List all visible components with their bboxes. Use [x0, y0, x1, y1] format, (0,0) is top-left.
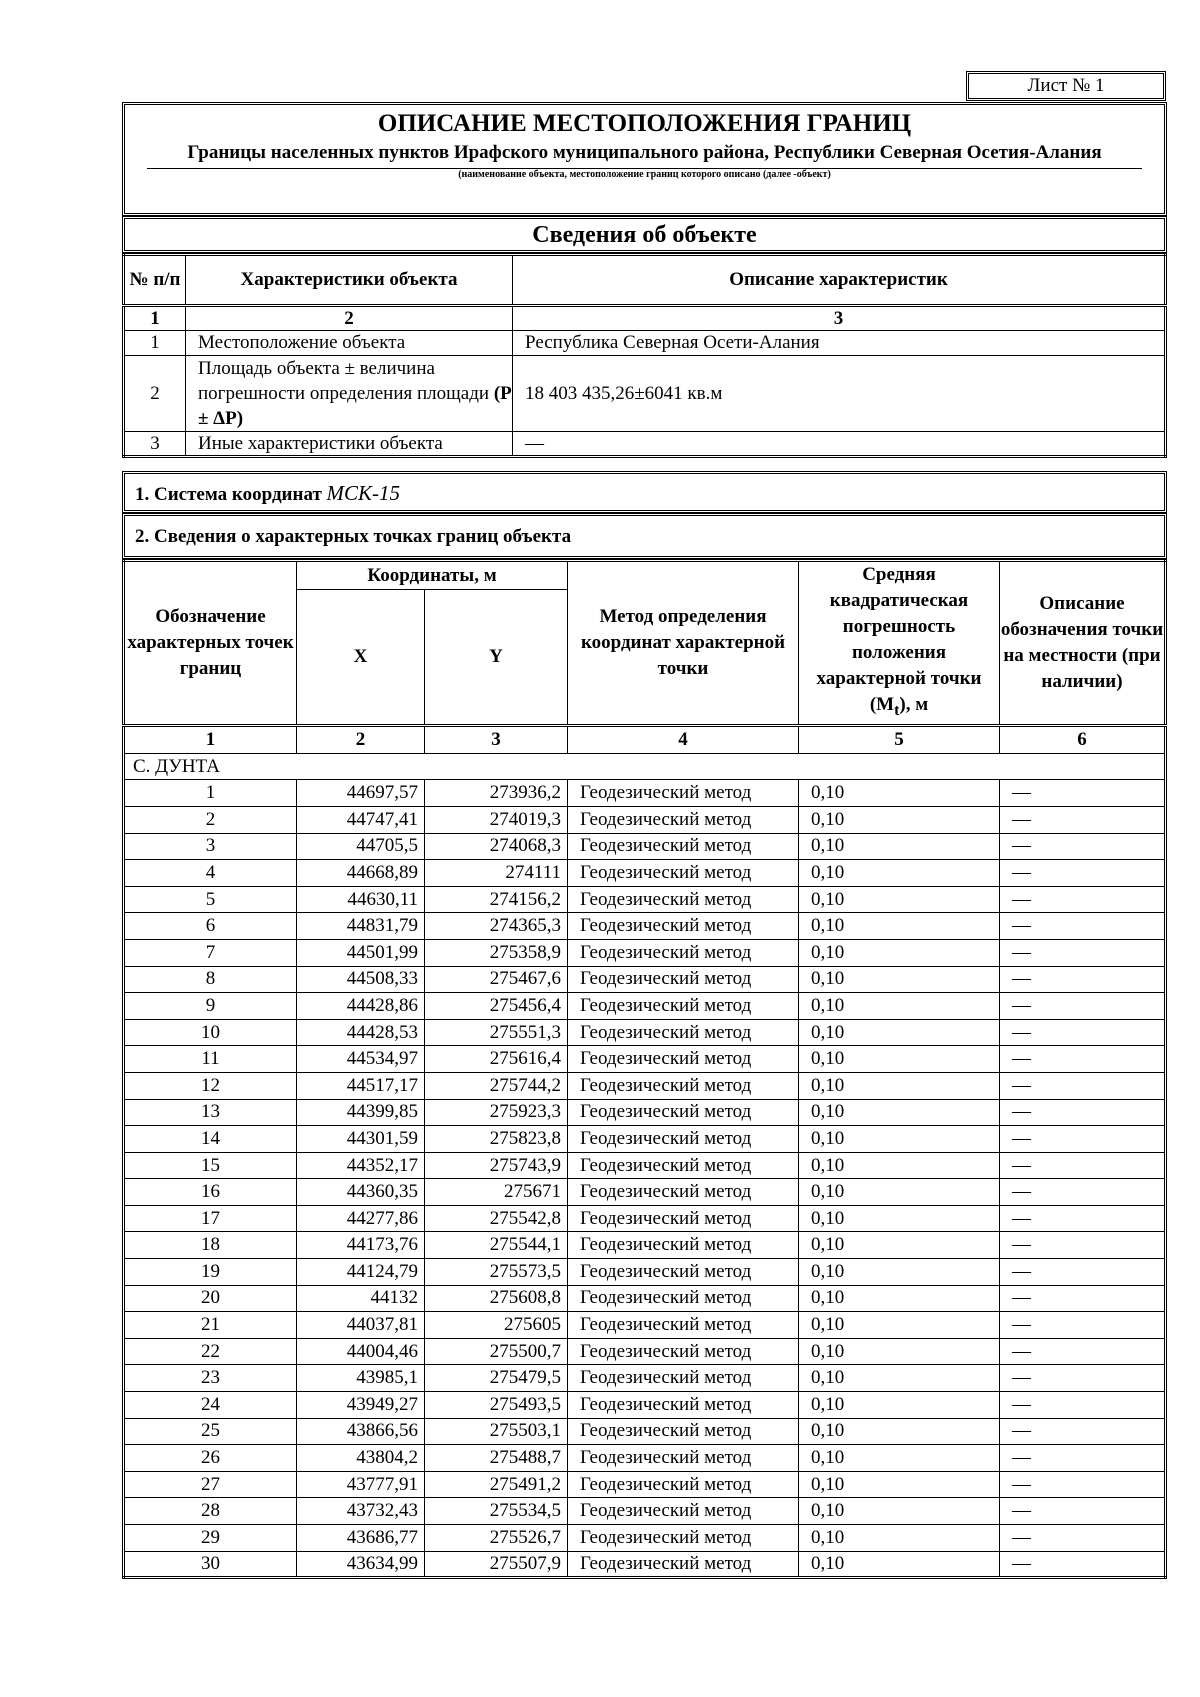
mean-error: 0,10 — [799, 1152, 1000, 1179]
characteristics-header-row — [124, 255, 1166, 306]
document-title: ОПИСАНИЕ МЕСТОПОЛОЖЕНИЯ ГРАНИЦ — [377, 110, 912, 137]
coord-y: 275500,7 — [425, 1338, 568, 1365]
table-row — [124, 331, 1166, 356]
coord-x: 43777,91 — [297, 1471, 425, 1498]
method: Геодезический метод — [568, 913, 799, 940]
point-description: — — [1000, 1445, 1166, 1472]
point-number: 8 — [124, 966, 297, 993]
header-point-designation: Обозначение характерных точек границ — [124, 561, 297, 726]
point-description: — — [1000, 1312, 1166, 1339]
coord-x: 44697,57 — [297, 780, 425, 807]
point-number: 21 — [124, 1312, 297, 1339]
method: Геодезический метод — [568, 993, 799, 1020]
coordinate-system-label: 1. Система координат — [135, 484, 322, 505]
table-row — [124, 860, 1166, 887]
method: Геодезический метод — [568, 1498, 799, 1525]
point-description: — — [1000, 1019, 1166, 1046]
point-number: 18 — [124, 1232, 297, 1259]
coord-y: 275456,4 — [425, 993, 568, 1020]
table-row — [124, 1205, 1166, 1232]
mean-error: 0,10 — [799, 1312, 1000, 1339]
table-row — [124, 432, 1166, 457]
coord-x: 44668,89 — [297, 860, 425, 887]
point-description: — — [1000, 1152, 1166, 1179]
mean-error: 0,10 — [799, 1338, 1000, 1365]
colnum: 6 — [1000, 725, 1166, 753]
table-row — [124, 1338, 1166, 1365]
method: Геодезический метод — [568, 1126, 799, 1153]
method: Геодезический метод — [568, 1099, 799, 1126]
table-row — [124, 1285, 1166, 1312]
coord-y: 275488,7 — [425, 1445, 568, 1472]
point-description: — — [1000, 913, 1166, 940]
error-unit: ), м — [899, 694, 929, 715]
boundary-points-table — [122, 559, 1167, 1579]
table-row — [124, 1019, 1166, 1046]
method: Геодезический метод — [568, 1259, 799, 1286]
mean-error: 0,10 — [799, 780, 1000, 807]
mean-error: 0,10 — [799, 966, 1000, 993]
coord-y: 275608,8 — [425, 1285, 568, 1312]
method: Геодезический метод — [568, 1418, 799, 1445]
point-number: 17 — [124, 1205, 297, 1232]
method: Геодезический метод — [568, 1365, 799, 1392]
points-section-heading: 2. Сведения о характерных точках границ объекта — [122, 513, 1167, 559]
coord-y: 274156,2 — [425, 886, 568, 913]
method: Геодезический метод — [568, 966, 799, 993]
table-row — [124, 806, 1166, 833]
point-description: — — [1000, 1205, 1166, 1232]
coord-y: 275744,2 — [425, 1072, 568, 1099]
table-row — [124, 356, 1166, 432]
mean-error: 0,10 — [799, 1525, 1000, 1552]
coord-y: 275493,5 — [425, 1392, 568, 1419]
coord-y: 275605 — [425, 1312, 568, 1339]
object-name-caption: (наименование объекта, местоположение границ которого описано (далее -объект) — [458, 169, 831, 180]
mean-error: 0,10 — [799, 1179, 1000, 1206]
method: Геодезический метод — [568, 1285, 799, 1312]
coord-x: 44428,53 — [297, 1019, 425, 1046]
coord-x: 44173,76 — [297, 1232, 425, 1259]
point-description: — — [1000, 1232, 1166, 1259]
mean-error: 0,10 — [799, 1418, 1000, 1445]
mean-error: 0,10 — [799, 806, 1000, 833]
coord-x: 44352,17 — [297, 1152, 425, 1179]
table-row — [124, 1099, 1166, 1126]
method: Геодезический метод — [568, 1445, 799, 1472]
coordinate-system-value: МСК-15 — [326, 481, 400, 505]
group-row — [124, 753, 1166, 780]
header-x: X — [297, 590, 425, 726]
point-description: — — [1000, 886, 1166, 913]
coord-y: 275479,5 — [425, 1365, 568, 1392]
coord-x: 43634,99 — [297, 1551, 425, 1578]
colnum: 2 — [297, 725, 425, 753]
point-description: — — [1000, 1046, 1166, 1073]
coord-y: 274068,3 — [425, 833, 568, 860]
coord-x: 44831,79 — [297, 913, 425, 940]
coordinate-system-bar — [122, 471, 1167, 513]
table-row — [124, 1392, 1166, 1419]
error-subscript: t — [894, 701, 900, 719]
header-number: № п/п — [124, 255, 186, 306]
point-number: 12 — [124, 1072, 297, 1099]
point-number: 4 — [124, 860, 297, 887]
coord-x: 43804,2 — [297, 1445, 425, 1472]
area-formula: (P ± ΔP) — [198, 383, 511, 429]
point-description: — — [1000, 1471, 1166, 1498]
point-number: 5 — [124, 886, 297, 913]
coord-y: 273936,2 — [425, 780, 568, 807]
coord-x: 44037,81 — [297, 1312, 425, 1339]
point-number: 14 — [124, 1126, 297, 1153]
colnum: 3 — [513, 306, 1166, 331]
table-row — [124, 1126, 1166, 1153]
table-row — [124, 780, 1166, 807]
coord-x: 44747,41 — [297, 806, 425, 833]
header-y: Y — [425, 590, 568, 726]
object-name: Границы населенных пунктов Ирафского муниципального района, Республики Северная Осетия-Алания — [187, 142, 1102, 163]
characteristics-colnum-row — [124, 306, 1166, 331]
mean-error: 0,10 — [799, 993, 1000, 1020]
coord-y: 275544,1 — [425, 1232, 568, 1259]
coord-x: 44360,35 — [297, 1179, 425, 1206]
point-rows — [124, 780, 1166, 1578]
point-description: — — [1000, 1259, 1166, 1286]
point-number: 15 — [124, 1152, 297, 1179]
point-description: — — [1000, 1365, 1166, 1392]
table-row — [124, 966, 1166, 993]
table-row — [124, 833, 1166, 860]
coord-x: 43686,77 — [297, 1525, 425, 1552]
point-number: 9 — [124, 993, 297, 1020]
point-description: — — [1000, 1392, 1166, 1419]
coord-y: 275542,8 — [425, 1205, 568, 1232]
point-description: — — [1000, 1498, 1166, 1525]
coord-x: 44004,46 — [297, 1338, 425, 1365]
row-number: 1 — [124, 331, 186, 356]
point-number: 25 — [124, 1418, 297, 1445]
mean-error: 0,10 — [799, 1365, 1000, 1392]
coord-y: 275503,1 — [425, 1418, 568, 1445]
points-colnum-row — [124, 725, 1166, 753]
error-label: Средняя квадратическая погрешность положения характерной точки (M — [816, 564, 982, 715]
mean-error: 0,10 — [799, 1498, 1000, 1525]
method: Геодезический метод — [568, 1019, 799, 1046]
coord-x: 44301,59 — [297, 1126, 425, 1153]
mean-error: 0,10 — [799, 1126, 1000, 1153]
table-row — [124, 1365, 1166, 1392]
header-point-description: Описание обозначения точки на местности (при наличии) — [1000, 561, 1166, 726]
table-row — [124, 1259, 1166, 1286]
point-description: — — [1000, 1126, 1166, 1153]
table-row — [124, 1418, 1166, 1445]
point-description: — — [1000, 1099, 1166, 1126]
table-row — [124, 1525, 1166, 1552]
point-description: — — [1000, 780, 1166, 807]
coord-y: 275467,6 — [425, 966, 568, 993]
method: Геодезический метод — [568, 1232, 799, 1259]
method: Геодезический метод — [568, 1072, 799, 1099]
method: Геодезический метод — [568, 1152, 799, 1179]
point-number: 13 — [124, 1099, 297, 1126]
coord-x: 44705,5 — [297, 833, 425, 860]
method: Геодезический метод — [568, 1392, 799, 1419]
coord-y: 275507,9 — [425, 1551, 568, 1578]
mean-error: 0,10 — [799, 1551, 1000, 1578]
table-row — [124, 1312, 1166, 1339]
method: Геодезический метод — [568, 860, 799, 887]
point-number: 7 — [124, 939, 297, 966]
characteristic-name: Местоположение объекта — [186, 331, 513, 356]
table-row — [124, 1072, 1166, 1099]
point-description: — — [1000, 1285, 1166, 1312]
point-number: 22 — [124, 1338, 297, 1365]
coord-y: 275671 — [425, 1179, 568, 1206]
header-characteristic: Характеристики объекта — [186, 255, 513, 306]
coord-y: 275358,9 — [425, 939, 568, 966]
coord-y: 275616,4 — [425, 1046, 568, 1073]
characteristic-value: 18 403 435,26±6041 кв.м — [513, 356, 1166, 432]
characteristic-value: — — [513, 432, 1166, 457]
point-description: — — [1000, 939, 1166, 966]
coord-x: 44399,85 — [297, 1099, 425, 1126]
table-row — [124, 1152, 1166, 1179]
mean-error: 0,10 — [799, 1205, 1000, 1232]
table-row — [124, 993, 1166, 1020]
mean-error: 0,10 — [799, 1392, 1000, 1419]
section-object-heading: Сведения об объекте — [122, 216, 1167, 253]
coord-y: 275534,5 — [425, 1498, 568, 1525]
table-row — [124, 913, 1166, 940]
characteristic-name — [186, 356, 513, 432]
colnum: 1 — [124, 725, 297, 753]
mean-error: 0,10 — [799, 913, 1000, 940]
coord-y: 275551,3 — [425, 1019, 568, 1046]
point-number: 16 — [124, 1179, 297, 1206]
colnum: 1 — [124, 306, 186, 331]
table-row — [124, 1551, 1166, 1578]
method: Геодезический метод — [568, 806, 799, 833]
mean-error: 0,10 — [799, 1232, 1000, 1259]
coord-x: 44534,97 — [297, 1046, 425, 1073]
characteristic-name: Иные характеристики объекта — [186, 432, 513, 457]
mean-error: 0,10 — [799, 1445, 1000, 1472]
method: Геодезический метод — [568, 1312, 799, 1339]
table-row — [124, 1445, 1166, 1472]
settlement-name: С. ДУНТА — [124, 753, 1166, 780]
table-row — [124, 1046, 1166, 1073]
mean-error: 0,10 — [799, 939, 1000, 966]
point-number: 19 — [124, 1259, 297, 1286]
method: Геодезический метод — [568, 1471, 799, 1498]
point-description: — — [1000, 806, 1166, 833]
coord-y: 275526,7 — [425, 1525, 568, 1552]
coord-y: 275923,3 — [425, 1099, 568, 1126]
row-number: 2 — [124, 356, 186, 432]
point-description: — — [1000, 1338, 1166, 1365]
coord-x: 44428,86 — [297, 993, 425, 1020]
mean-error: 0,10 — [799, 833, 1000, 860]
point-number: 6 — [124, 913, 297, 940]
coord-x: 44132 — [297, 1285, 425, 1312]
mean-error: 0,10 — [799, 1259, 1000, 1286]
method: Геодезический метод — [568, 1179, 799, 1206]
coord-y: 274365,3 — [425, 913, 568, 940]
table-row — [124, 1232, 1166, 1259]
point-description: — — [1000, 993, 1166, 1020]
characteristic-value: Республика Северная Осети-Алания — [513, 331, 1166, 356]
coord-y: 274019,3 — [425, 806, 568, 833]
coord-x: 43866,56 — [297, 1418, 425, 1445]
points-header-row — [124, 561, 1166, 590]
method: Геодезический метод — [568, 939, 799, 966]
method: Геодезический метод — [568, 1338, 799, 1365]
point-number: 10 — [124, 1019, 297, 1046]
coord-x: 43732,43 — [297, 1498, 425, 1525]
colnum: 4 — [568, 725, 799, 753]
point-description: — — [1000, 1551, 1166, 1578]
coord-x: 44508,33 — [297, 966, 425, 993]
mean-error: 0,10 — [799, 860, 1000, 887]
row-number: 3 — [124, 432, 186, 457]
document-title-block — [122, 102, 1167, 216]
colnum: 5 — [799, 725, 1000, 753]
method: Геодезический метод — [568, 1551, 799, 1578]
point-number: 3 — [124, 833, 297, 860]
point-description: — — [1000, 1072, 1166, 1099]
mean-error: 0,10 — [799, 1099, 1000, 1126]
point-number: 27 — [124, 1471, 297, 1498]
header-description: Описание характеристик — [513, 255, 1166, 306]
coord-y: 274111 — [425, 860, 568, 887]
point-description: — — [1000, 966, 1166, 993]
mean-error: 0,10 — [799, 1019, 1000, 1046]
point-number: 26 — [124, 1445, 297, 1472]
table-row — [124, 939, 1166, 966]
method: Геодезический метод — [568, 1205, 799, 1232]
colnum: 3 — [425, 725, 568, 753]
coord-y: 275573,5 — [425, 1259, 568, 1286]
point-description: — — [1000, 860, 1166, 887]
table-row — [124, 886, 1166, 913]
area-label: Площадь объекта ± величина погрешности определения площади — [198, 358, 490, 404]
point-number: 29 — [124, 1525, 297, 1552]
mean-error: 0,10 — [799, 1285, 1000, 1312]
coord-y: 275823,8 — [425, 1126, 568, 1153]
table-row — [124, 1471, 1166, 1498]
table-row — [124, 1179, 1166, 1206]
sheet-number: Лист № 1 — [966, 71, 1166, 101]
method: Геодезический метод — [568, 833, 799, 860]
mean-error: 0,10 — [799, 886, 1000, 913]
header-coordinates: Координаты, м — [297, 561, 568, 590]
method: Геодезический метод — [568, 1525, 799, 1552]
coord-x: 44501,99 — [297, 939, 425, 966]
point-description: — — [1000, 1179, 1166, 1206]
coord-x: 43985,1 — [297, 1365, 425, 1392]
mean-error: 0,10 — [799, 1046, 1000, 1073]
method: Геодезический метод — [568, 1046, 799, 1073]
header-error — [799, 561, 1000, 726]
header-method: Метод определения координат характерной точки — [568, 561, 799, 726]
mean-error: 0,10 — [799, 1072, 1000, 1099]
point-description: — — [1000, 1525, 1166, 1552]
point-number: 23 — [124, 1365, 297, 1392]
point-number: 30 — [124, 1551, 297, 1578]
method: Геодезический метод — [568, 886, 799, 913]
coord-y: 275491,2 — [425, 1471, 568, 1498]
point-number: 24 — [124, 1392, 297, 1419]
coord-x: 43949,27 — [297, 1392, 425, 1419]
point-number: 2 — [124, 806, 297, 833]
point-number: 20 — [124, 1285, 297, 1312]
coord-x: 44517,17 — [297, 1072, 425, 1099]
coord-x: 44124,79 — [297, 1259, 425, 1286]
method: Геодезический метод — [568, 780, 799, 807]
mean-error: 0,10 — [799, 1471, 1000, 1498]
point-number: 28 — [124, 1498, 297, 1525]
characteristics-table — [122, 253, 1167, 458]
coord-y: 275743,9 — [425, 1152, 568, 1179]
point-description: — — [1000, 1418, 1166, 1445]
table-row — [124, 1498, 1166, 1525]
point-description: — — [1000, 833, 1166, 860]
coord-x: 44277,86 — [297, 1205, 425, 1232]
coord-x: 44630,11 — [297, 886, 425, 913]
point-number: 11 — [124, 1046, 297, 1073]
colnum: 2 — [186, 306, 513, 331]
point-number: 1 — [124, 780, 297, 807]
